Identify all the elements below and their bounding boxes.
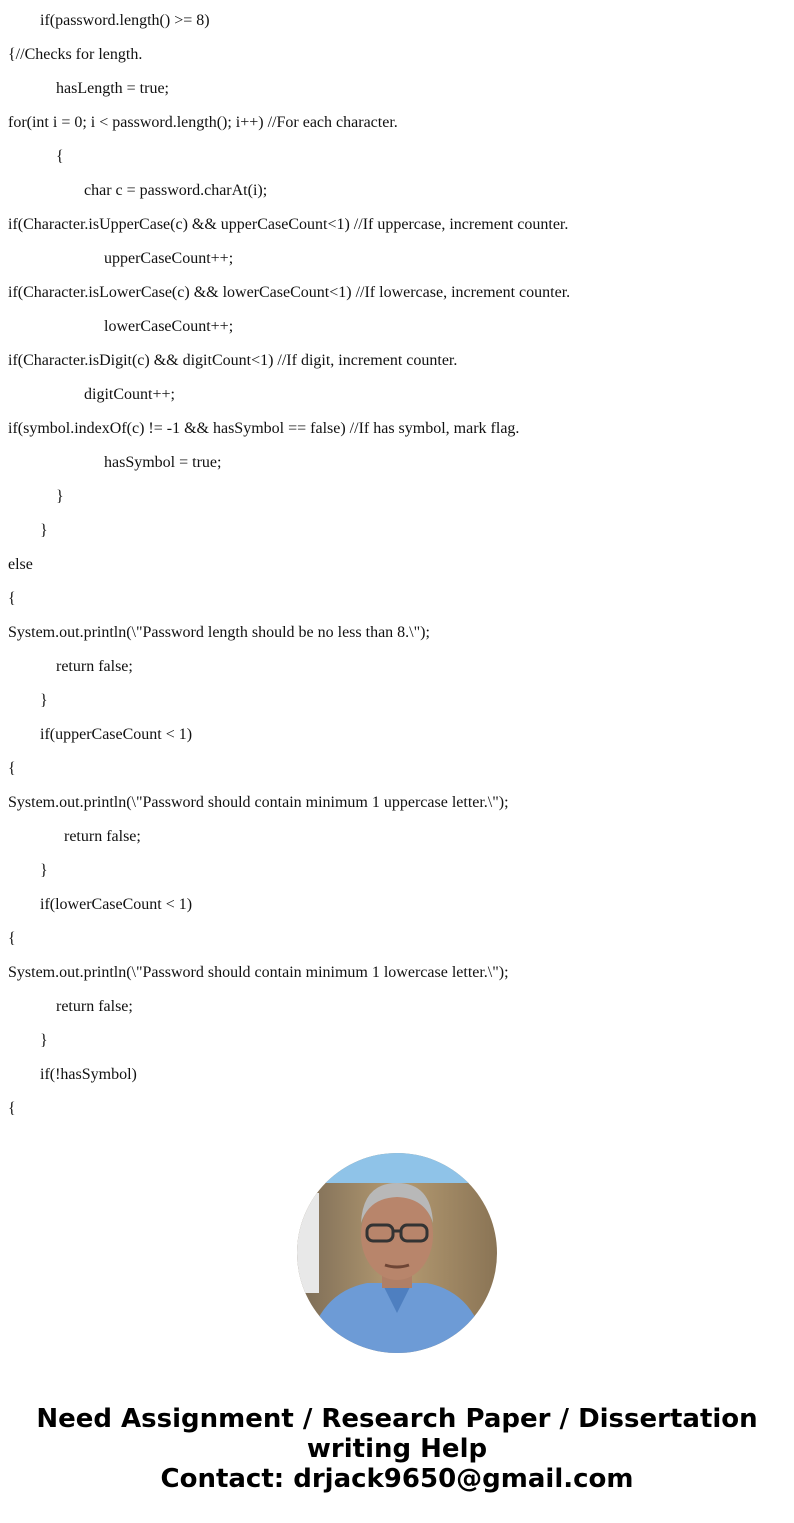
code-line: }: [40, 692, 48, 709]
code-line: }: [56, 488, 64, 505]
code-line: {: [8, 930, 16, 947]
code-line: else: [8, 556, 33, 573]
promo-line-1: Need Assignment / Research Paper / Dissertation: [36, 1404, 758, 1434]
code-line: if(Character.isDigit(c) && digitCount<1) //If digit, increment counter.: [8, 352, 458, 369]
code-line: }: [40, 862, 48, 879]
code-line: }: [40, 522, 48, 539]
code-line: System.out.println(\"Password length should be no less than 8.\");: [8, 624, 430, 641]
code-line: for(int i = 0; i < password.length(); i++) //For each character.: [8, 114, 398, 131]
code-line: if(password.length() >= 8): [40, 12, 210, 29]
code-line: {: [8, 590, 16, 607]
code-line: if(symbol.indexOf(c) != -1 && hasSymbol == false) //If has symbol, mark flag.: [8, 420, 520, 437]
code-line: char c = password.charAt(i);: [84, 182, 268, 199]
promo-banner: [0, 1404, 794, 1494]
code-line: return false;: [64, 828, 141, 845]
code-line: hasLength = true;: [56, 80, 169, 97]
code-line: if(!hasSymbol): [40, 1066, 137, 1083]
code-line: {//Checks for length.: [8, 46, 143, 63]
code-line: lowerCaseCount++;: [104, 318, 234, 335]
promo-line-2: writing Help: [306, 1434, 488, 1464]
code-line: {: [8, 1100, 16, 1117]
code-line: {: [56, 148, 64, 165]
code-line: {: [8, 760, 16, 777]
code-line: return false;: [56, 998, 133, 1015]
code-line: if(lowerCaseCount < 1): [40, 896, 193, 913]
code-line: hasSymbol = true;: [104, 454, 222, 471]
code-line: digitCount++;: [84, 386, 175, 403]
code-line: return false;: [56, 658, 133, 675]
code-line: if(Character.isLowerCase(c) && lowerCaseCount<1) //If lowercase, increment counter.: [8, 284, 571, 301]
code-line: upperCaseCount++;: [104, 250, 234, 267]
promo-contact: Contact: drjack9650@gmail.com: [160, 1464, 634, 1494]
code-line: System.out.println(\"Password should contain minimum 1 uppercase letter.\");: [8, 794, 509, 811]
code-listing: [0, 4, 794, 1126]
code-line: System.out.println(\"Password should contain minimum 1 lowercase letter.\");: [8, 964, 509, 981]
code-line: if(Character.isUpperCase(c) && upperCaseCount<1) //If uppercase, increment counter.: [8, 216, 569, 233]
author-photo: [297, 1153, 497, 1353]
code-line: }: [40, 1032, 48, 1049]
code-line: if(upperCaseCount < 1): [40, 726, 193, 743]
